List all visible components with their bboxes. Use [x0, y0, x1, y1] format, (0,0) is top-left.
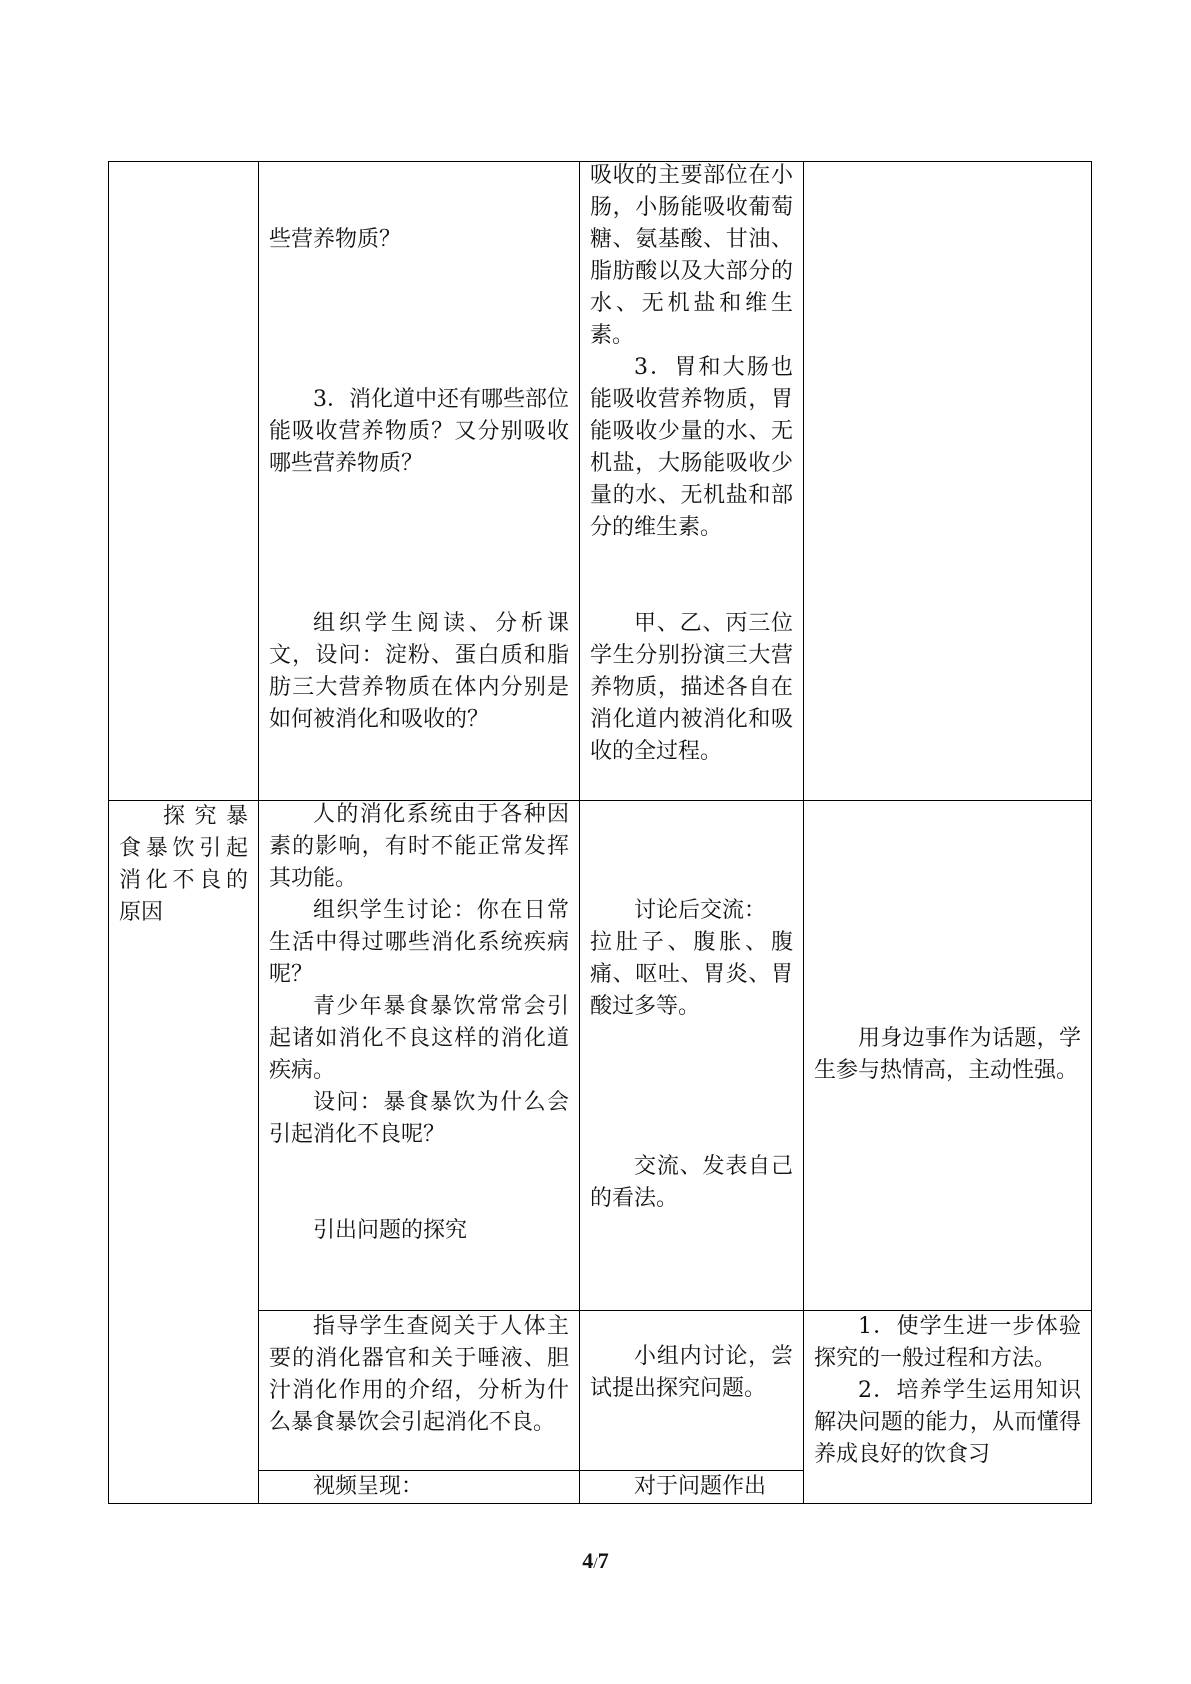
- student-activity-cell: [580, 162, 804, 801]
- student-activity-cell: [580, 1471, 804, 1504]
- teacher-text: 设问：暴食暴饮为什么会引起消化不良呢？: [269, 1090, 569, 1147]
- student-text: 吸收的主要部位在小肠，小肠能吸收葡萄糖、氨基酸、甘油、脂肪酸以及大部分的水、无机盐和维生素。: [590, 163, 793, 348]
- teacher-text: 指导学生查阅关于人体主要的消化器官和关于唾液、胆汁消化作用的介绍，分析为什么暴食暴饮会引起消化不良。: [269, 1314, 569, 1435]
- design-intent-cell: [804, 801, 1092, 1311]
- design-intent-cell: [804, 162, 1092, 801]
- design-intent-text: 1．使学生进一步体验探究的一般过程和方法。: [814, 1314, 1081, 1371]
- lesson-plan-table: [108, 161, 1092, 1504]
- teacher-text: 人的消化系统由于各种因素的影响，有时不能正常发挥其功能。: [269, 802, 569, 891]
- teacher-text: 3．消化道中还有哪些部位能吸收营养物质？又分别吸收哪些营养物质？: [269, 387, 569, 476]
- student-text: 3．胃和大肠也能吸收营养物质，胃能吸收少量的水、无机盐，大肠能吸收少量的水、无机盐和部分的维生素。: [590, 355, 793, 540]
- section-title: 探究暴食暴饮引起消化不良的原因: [119, 804, 248, 925]
- student-text: 甲、乙、丙三位学生分别扮演三大营养物质，描述各自在消化道内被消化和吸收的全过程。: [590, 611, 793, 764]
- table-row: [109, 801, 1092, 1311]
- table-row: [109, 162, 1092, 801]
- teacher-activity-cell: [259, 801, 580, 1311]
- page-separator: /: [593, 1555, 598, 1572]
- teacher-text: 组织学生阅读、分析课文，设问：淀粉、蛋白质和脂肪三大营养物质在体内分别是如何被消化和吸收的？: [269, 611, 569, 732]
- teacher-text: 视频呈现：: [313, 1474, 424, 1499]
- student-text: 拉肚子、腹胀、腹痛、呕吐、胃炎、胃酸过多等。: [590, 930, 793, 1019]
- design-intent-text: 2．培养学生运用知识解决问题的能力，从而懂得养成良好的饮食习: [814, 1378, 1081, 1467]
- total-pages: 7: [597, 1548, 609, 1573]
- design-intent-cell: [804, 1311, 1092, 1504]
- teacher-text: 些营养物质？: [269, 227, 402, 252]
- section-cell: [109, 801, 259, 1504]
- teacher-text: 引出问题的探究: [313, 1218, 468, 1243]
- student-activity-cell: [580, 801, 804, 1311]
- student-text: 交流、发表自己的看法。: [590, 1154, 793, 1211]
- teacher-activity-cell: [259, 1311, 580, 1471]
- student-text: 小组内讨论，尝试提出探究问题。: [590, 1344, 793, 1401]
- student-text: 讨论后交流：: [634, 898, 767, 923]
- student-activity-cell: [580, 1311, 804, 1471]
- page-number: [0, 1548, 1191, 1574]
- teacher-text: 青少年暴食暴饮常常会引起诸如消化不良这样的消化道疾病。: [269, 994, 569, 1083]
- design-intent-text: 用身边事作为话题，学生参与热情高，主动性强。: [814, 1026, 1081, 1083]
- teacher-activity-cell: [259, 162, 580, 801]
- teacher-text: 组织学生讨论：你在日常生活中得过哪些消化系统疾病呢？: [269, 898, 569, 987]
- teacher-activity-cell: [259, 1471, 580, 1504]
- student-text: 对于问题作出: [634, 1474, 767, 1499]
- current-page: 4: [582, 1548, 594, 1573]
- section-cell: [109, 162, 259, 801]
